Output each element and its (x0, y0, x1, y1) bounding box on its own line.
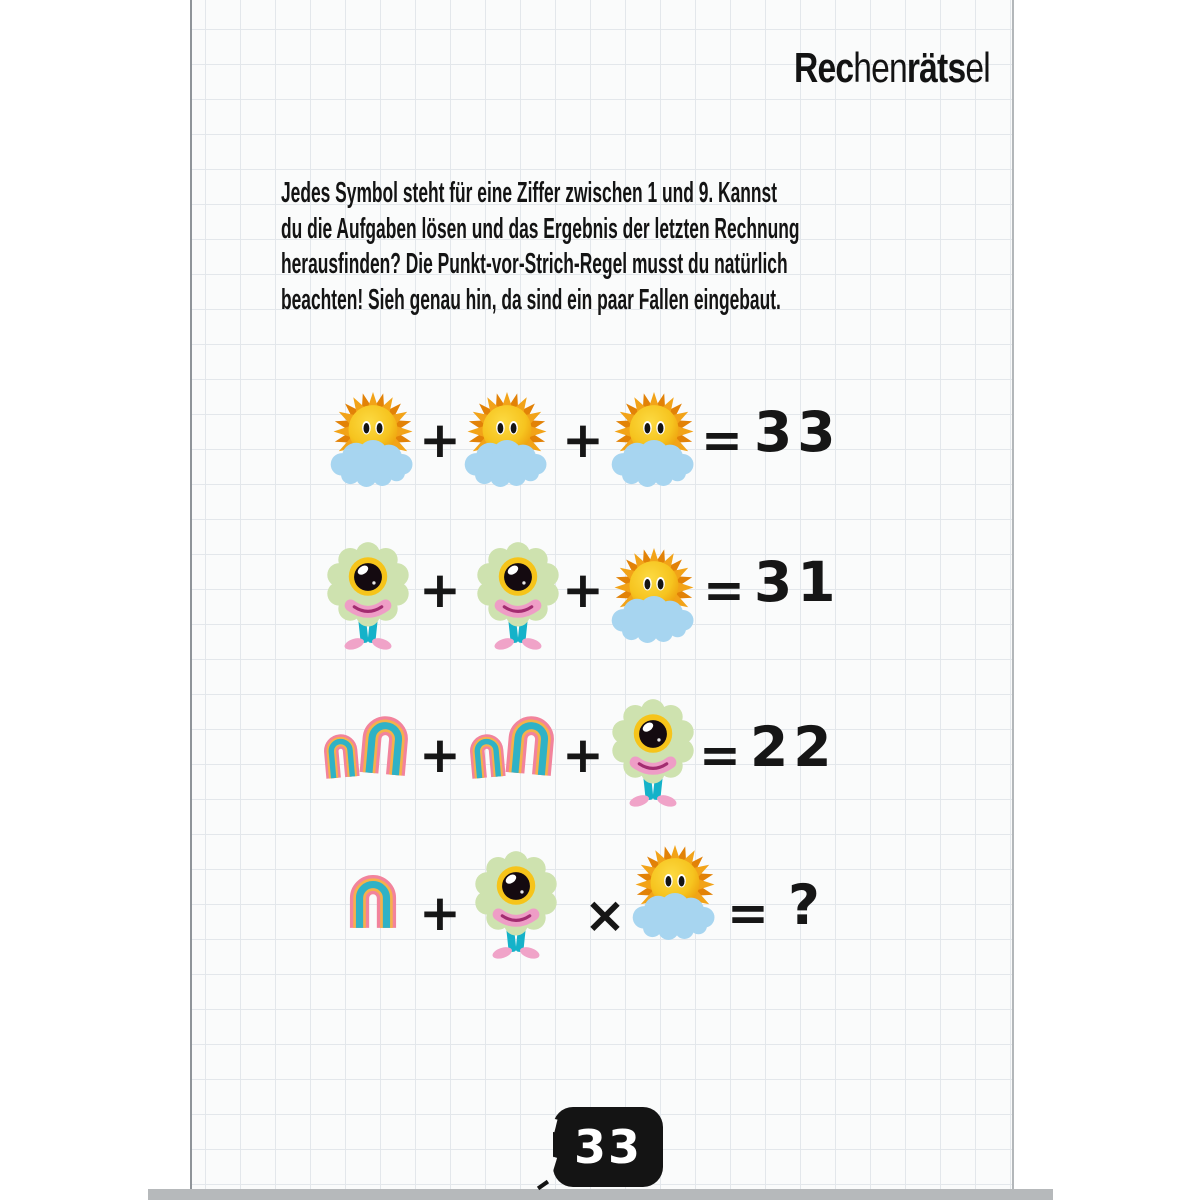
sun-cloud-icon (628, 843, 722, 941)
plus-operator: + (562, 561, 604, 619)
title-segment: hen (853, 44, 907, 91)
plus-operator: + (419, 411, 461, 469)
equation-row-2 (310, 530, 890, 670)
instructions-line: Jedes Symbol steht für eine Ziffer zwischen 1 und 9. Kannst (281, 177, 778, 209)
instructions-line: beachten! Sieh genau hin, da sind ein paar Fallen eingebaut. (281, 283, 781, 316)
page-number: 33 (573, 1120, 642, 1174)
title-segment: Rec (794, 44, 854, 91)
equation-row-3 (310, 690, 890, 820)
title-segment: räts (906, 44, 966, 91)
equals-sign: = (701, 411, 743, 469)
equation-row-1 (310, 385, 890, 500)
equation-result: 22 (750, 715, 837, 779)
monster-icon (607, 690, 699, 811)
plus-operator: + (562, 411, 604, 469)
equals-sign: = (703, 561, 745, 619)
plus-operator: + (419, 726, 461, 784)
page-bottom-edge (148, 1189, 1053, 1200)
equals-sign: = (699, 726, 741, 784)
equation-result: 31 (754, 550, 841, 614)
equals-sign: = (727, 884, 769, 942)
plus-operator: + (419, 884, 461, 942)
sun-cloud-icon (607, 390, 701, 488)
question-mark-result: ? (788, 873, 825, 937)
sun-cloud-icon (607, 546, 701, 644)
rainbow-icon (348, 868, 398, 930)
monster-icon (470, 842, 562, 963)
equation-row-4 (310, 840, 890, 975)
plus-operator: + (419, 561, 461, 619)
double-rainbow-icon (322, 702, 428, 781)
monster-icon (322, 533, 414, 654)
equation-result: 33 (754, 400, 841, 464)
title-segment: el (965, 44, 990, 91)
instructions-line: herausfinden? Die Punkt-vor-Strich-Regel musst du natürlich (281, 248, 788, 280)
monster-icon (472, 533, 564, 654)
page-number-badge (553, 1107, 663, 1187)
instructions-text (281, 176, 800, 318)
times-operator: × (584, 886, 626, 944)
plus-operator: + (562, 726, 604, 784)
instructions-line: du die Aufgaben lösen und das Ergebnis der letzten Rechnung (281, 212, 800, 245)
sun-cloud-icon (326, 390, 420, 488)
sun-cloud-icon (460, 390, 554, 488)
page-title (794, 46, 990, 90)
